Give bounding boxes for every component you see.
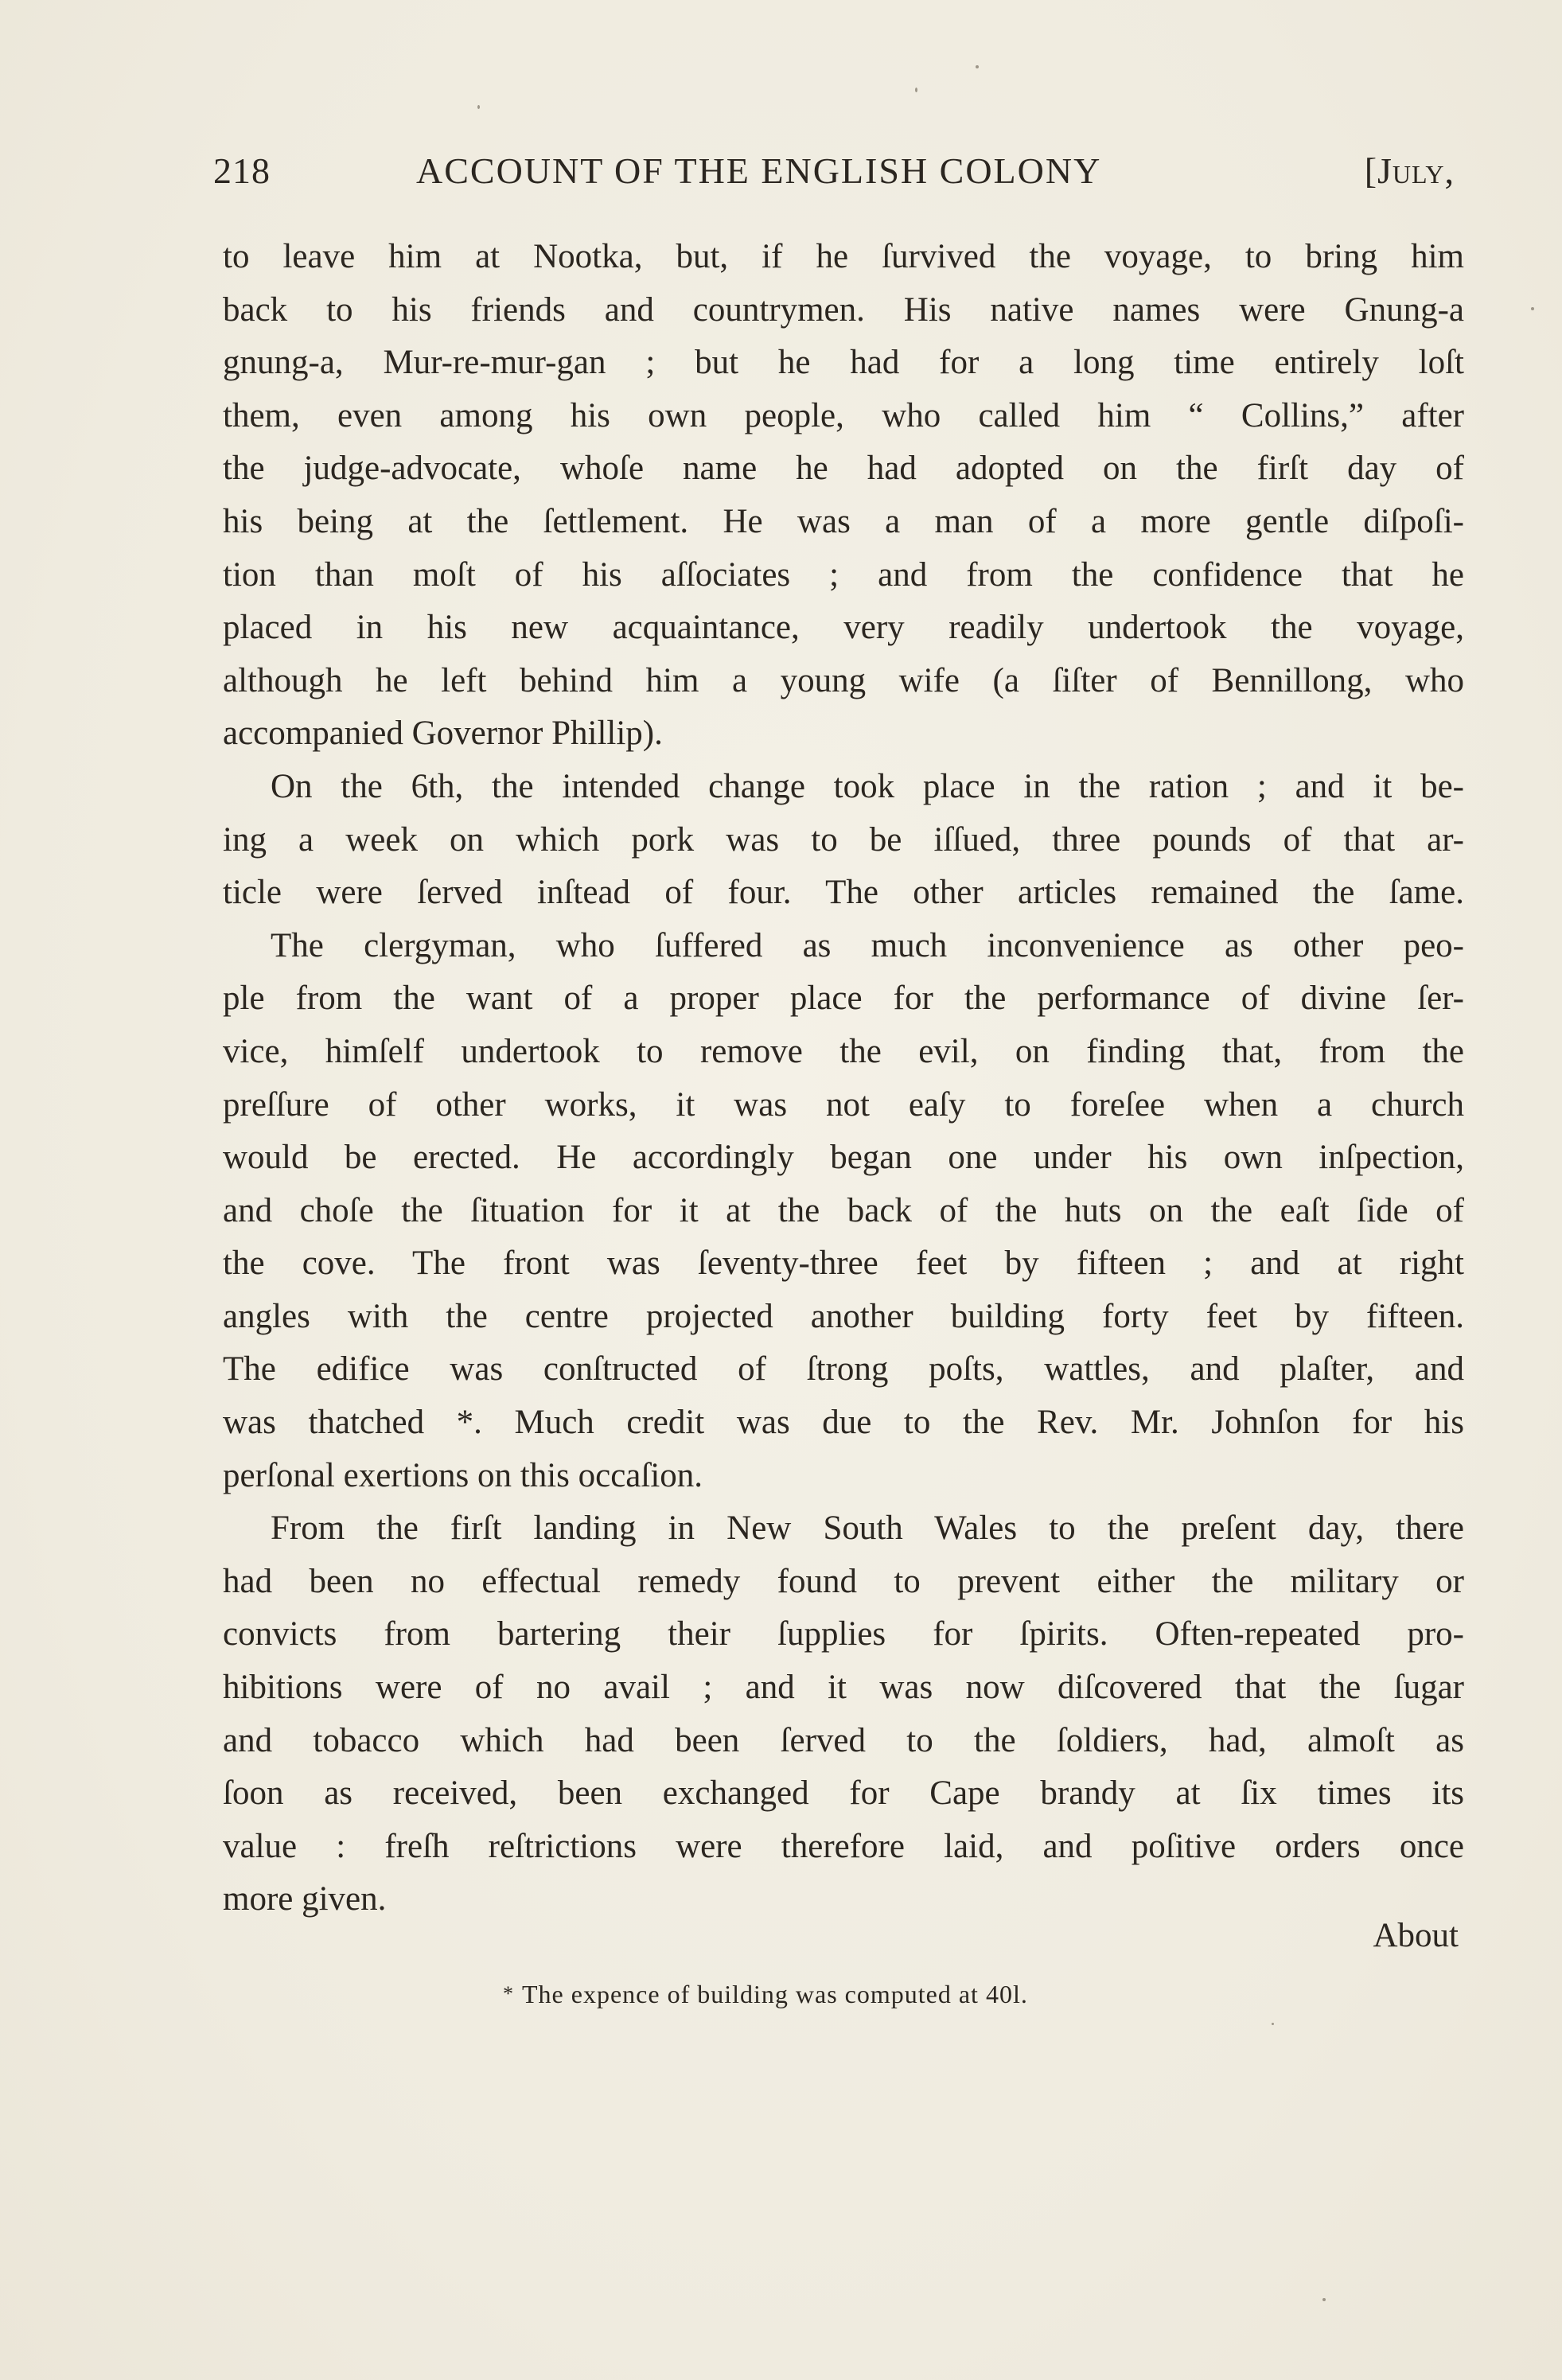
text-line: perſonal exertions on this occaſion. [223,1456,703,1494]
footnote-text: The expence of building was computed at 40l. [522,1980,1028,2008]
text-line: was thatched *. Much credit was due to the Rev. Mr. Johnſon for his [223,1404,1464,1442]
paper-speck [1272,2023,1274,2025]
text-line: value : freſh reſtrictions were therefore laid, and poſitive orders once [223,1827,1464,1865]
text-line: ple from the want of a proper place for the performance of divine ſer- [223,980,1464,1018]
body-text [223,231,1464,1926]
text-line: preſſure of other works, it was not eaſy to foreſee when a church [223,1085,1464,1124]
text-line: On the 6th, the intended change took place in the ration ; and it be- [271,767,1464,805]
text-line: ing a week on which pork was to be iſſued, three pounds of that ar- [223,820,1464,859]
page-number: 218 [213,150,271,191]
text-line: From the firſt landing in New South Wales to the preſent day, there [271,1509,1464,1548]
text-line: them, even among his own people, who called him “ Collins,” after [223,396,1464,434]
text-line: the judge-advocate, whoſe name he had adopted on the firſt day of [223,450,1464,488]
text-line: The edifice was conſtructed of ſtrong poſts, wattles, and plaſter, and [223,1350,1464,1389]
text-line: the cove. The front was ſeventy-three feet by fifteen ; and at right [223,1245,1464,1283]
paper-speck [477,105,480,109]
running-head: ACCOUNT OF THE ENGLISH COLONY [416,150,1102,191]
text-line: ſoon as received, been exchanged for Cape brandy at ſix times its [223,1774,1464,1813]
text-line: gnung-a, Mur-re-mur-gan ; but he had for a long time entirely loſt [223,344,1464,382]
paper-speck [915,88,917,92]
running-head-month: [July, [1364,150,1455,191]
text-line: to leave him at Nootka, but, if he ſurvived the voyage, to bring him [223,238,1464,275]
text-line: and choſe the ſituation for it at the back of the huts on the eaſt ſide of [223,1191,1464,1229]
text-line: The clergyman, who ſuffered as much inconvenience as other peo- [271,926,1464,964]
page-header [213,150,1455,197]
text-line: accompanied Governor Phillip). [223,715,663,753]
footnote [503,1980,1028,2009]
paper-speck [1531,307,1534,310]
paper-speck [1322,2298,1326,2301]
text-line: vice, himſelf undertook to remove the evil, on finding that, from the [223,1032,1464,1070]
text-line: and tobacco which had been ſerved to the ſoldiers, had, almoſt as [223,1721,1464,1759]
footnote-marker: * [503,1982,514,2005]
catchword: About [1373,1917,1459,1954]
text-line: more given. [223,1880,387,1918]
text-line: ticle were ſerved inſtead of four. The other articles remained the ſame. [223,874,1464,912]
text-line: his being at the ſettlement. He was a man of a more gentle diſpoſi- [223,502,1464,540]
text-line: would be erected. He accordingly began one under his own inſpection, [223,1139,1464,1177]
text-line: back to his friends and countrymen. His native names were Gnung-a [223,290,1464,329]
text-line: tion than moſt of his aſſociates ; and from the confidence that he [223,555,1464,594]
text-line: hibitions were of no avail ; and it was now diſcovered that the ſugar [223,1669,1464,1707]
paper-speck [976,65,979,68]
text-line: angles with the centre projected another building forty feet by fifteen. [223,1297,1464,1335]
text-line: placed in his new acquaintance, very readily undertook the voyage, [223,609,1464,647]
text-line: although he left behind him a young wife (a ſiſter of Bennillong, who [223,661,1464,699]
text-line: had been no effectual remedy found to prevent either the military or [223,1562,1464,1600]
text-line: convicts from bartering their ſupplies for ſpirits. Often-repeated pro- [223,1615,1464,1654]
